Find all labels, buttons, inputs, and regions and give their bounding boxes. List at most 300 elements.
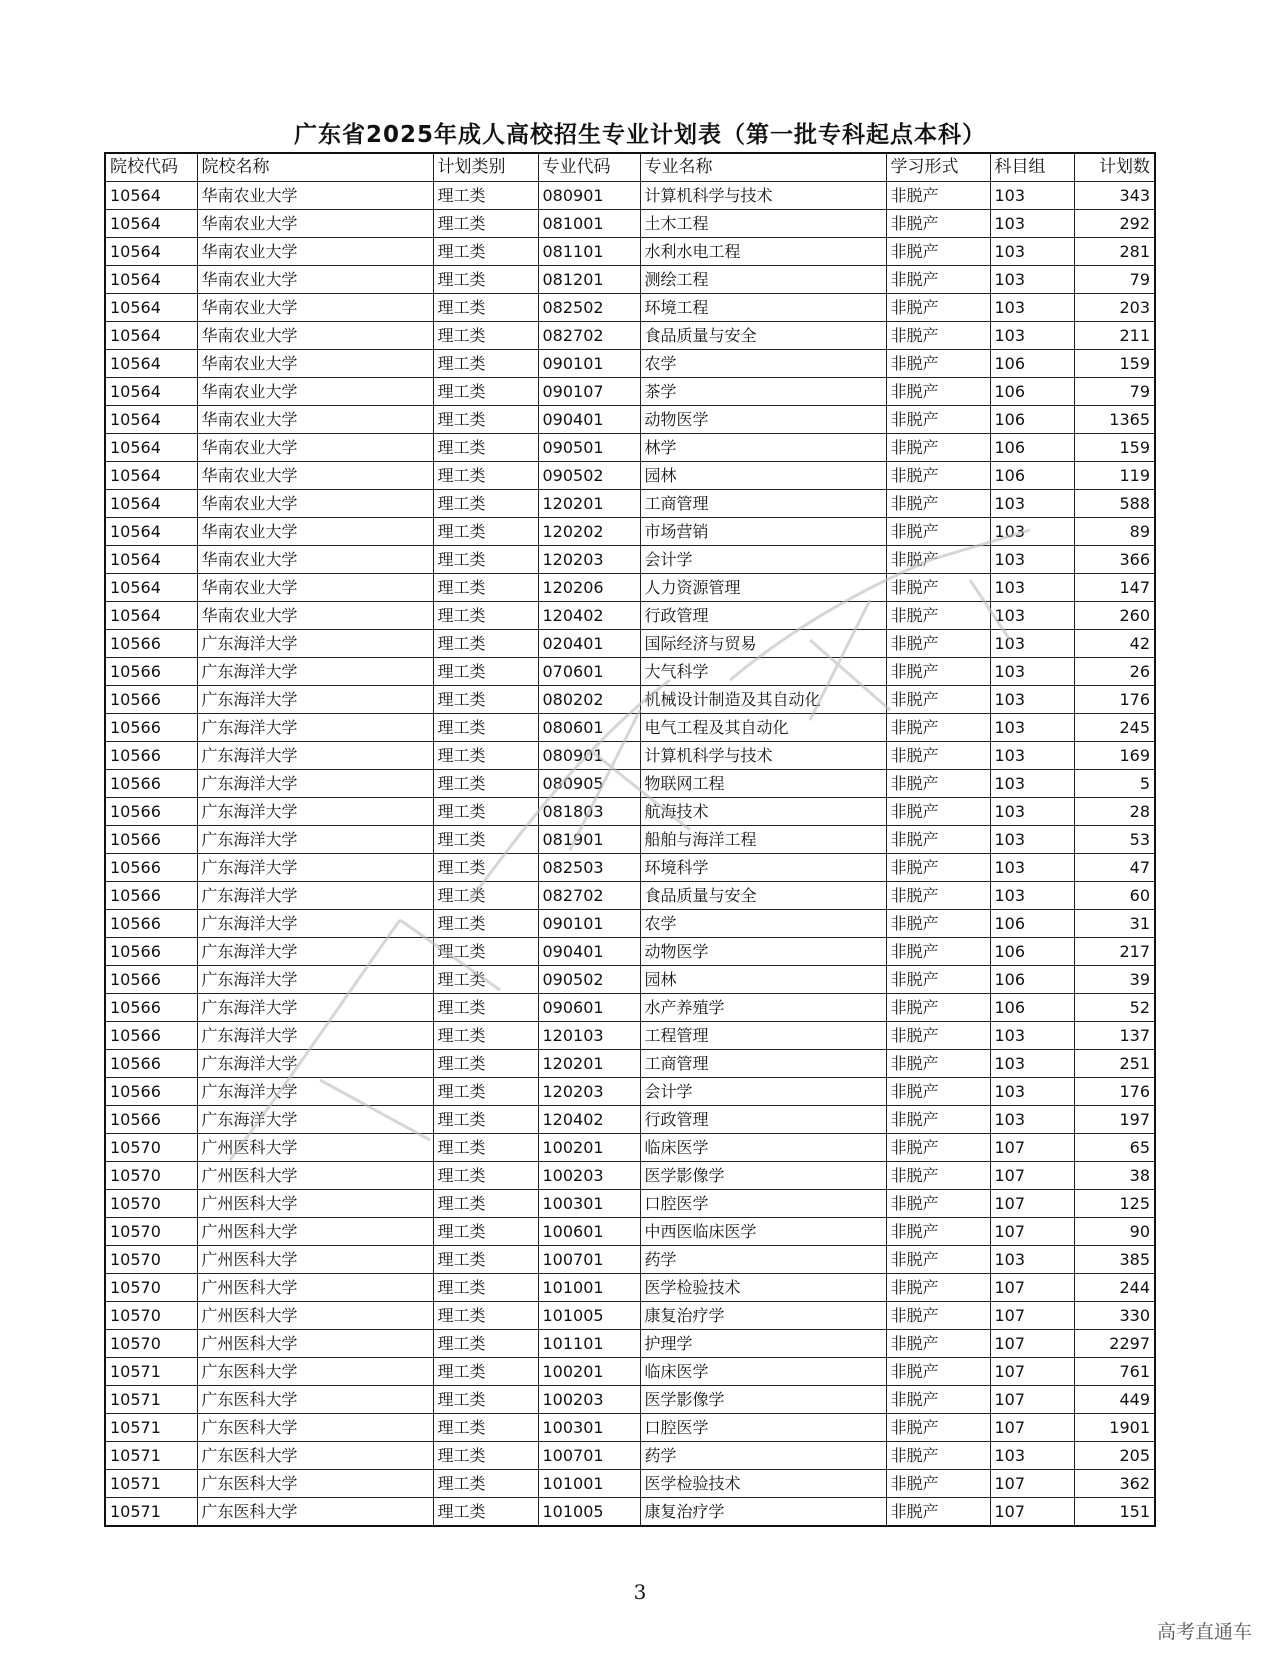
table-cell: 10564 — [105, 210, 197, 238]
table-cell: 行政管理 — [640, 602, 886, 630]
table-cell: 理工类 — [433, 658, 538, 686]
table-cell: 理工类 — [433, 966, 538, 994]
table-cell: 工商管理 — [640, 490, 886, 518]
table-row — [105, 1050, 1155, 1078]
table-cell: 广东海洋大学 — [197, 658, 433, 686]
table-cell: 10566 — [105, 770, 197, 798]
table-cell: 090501 — [538, 434, 640, 462]
table-cell: 120206 — [538, 574, 640, 602]
table-cell: 366 — [1074, 546, 1155, 574]
table-body — [105, 182, 1155, 1527]
table-cell: 非脱产 — [886, 1358, 990, 1386]
table-cell: 大气科学 — [640, 658, 886, 686]
table-cell: 非脱产 — [886, 1162, 990, 1190]
table-cell: 103 — [990, 574, 1074, 602]
table-cell: 华南农业大学 — [197, 294, 433, 322]
table-cell: 华南农业大学 — [197, 546, 433, 574]
table-cell: 广州医科大学 — [197, 1274, 433, 1302]
table-cell: 106 — [990, 378, 1074, 406]
table-row — [105, 1386, 1155, 1414]
table-cell: 10566 — [105, 1078, 197, 1106]
table-cell: 10566 — [105, 826, 197, 854]
table-cell: 计算机科学与技术 — [640, 182, 886, 210]
table-cell: 10571 — [105, 1498, 197, 1527]
table-cell: 090401 — [538, 406, 640, 434]
table-cell: 106 — [990, 350, 1074, 378]
table-cell: 非脱产 — [886, 602, 990, 630]
table-cell: 203 — [1074, 294, 1155, 322]
table-cell: 非脱产 — [886, 658, 990, 686]
table-cell: 211 — [1074, 322, 1155, 350]
plan-table — [104, 152, 1156, 1527]
table-cell: 120202 — [538, 518, 640, 546]
table-cell: 广东海洋大学 — [197, 686, 433, 714]
table-row — [105, 994, 1155, 1022]
table-cell: 广东医科大学 — [197, 1470, 433, 1498]
table-cell: 101005 — [538, 1302, 640, 1330]
table-cell: 非脱产 — [886, 1274, 990, 1302]
table-row — [105, 238, 1155, 266]
table-cell: 103 — [990, 1078, 1074, 1106]
table-cell: 食品质量与安全 — [640, 882, 886, 910]
table-cell: 广州医科大学 — [197, 1218, 433, 1246]
table-cell: 理工类 — [433, 770, 538, 798]
column-header: 学习形式 — [886, 153, 990, 182]
table-row — [105, 910, 1155, 938]
table-cell: 385 — [1074, 1246, 1155, 1274]
table-cell: 100701 — [538, 1246, 640, 1274]
table-cell: 10566 — [105, 1106, 197, 1134]
table-row — [105, 1218, 1155, 1246]
table-cell: 理工类 — [433, 546, 538, 574]
table-cell: 护理学 — [640, 1330, 886, 1358]
table-cell: 医学影像学 — [640, 1162, 886, 1190]
table-cell: 理工类 — [433, 490, 538, 518]
table-cell: 107 — [990, 1190, 1074, 1218]
table-row — [105, 770, 1155, 798]
table-cell: 非脱产 — [886, 546, 990, 574]
table-cell: 10564 — [105, 266, 197, 294]
table-cell: 588 — [1074, 490, 1155, 518]
table-cell: 103 — [990, 518, 1074, 546]
table-cell: 康复治疗学 — [640, 1302, 886, 1330]
table-cell: 理工类 — [433, 1358, 538, 1386]
table-cell: 非脱产 — [886, 210, 990, 238]
table-cell: 103 — [990, 602, 1074, 630]
table-row — [105, 1442, 1155, 1470]
table-cell: 090502 — [538, 462, 640, 490]
table-row — [105, 350, 1155, 378]
table-cell: 205 — [1074, 1442, 1155, 1470]
table-cell: 38 — [1074, 1162, 1155, 1190]
table-cell: 159 — [1074, 434, 1155, 462]
table-cell: 非脱产 — [886, 518, 990, 546]
table-cell: 药学 — [640, 1442, 886, 1470]
table-cell: 60 — [1074, 882, 1155, 910]
table-cell: 理工类 — [433, 854, 538, 882]
table-cell: 理工类 — [433, 686, 538, 714]
table-cell: 10571 — [105, 1386, 197, 1414]
table-cell: 口腔医学 — [640, 1414, 886, 1442]
table-cell: 103 — [990, 210, 1074, 238]
table-cell: 10566 — [105, 742, 197, 770]
table-cell: 理工类 — [433, 574, 538, 602]
table-cell: 090101 — [538, 350, 640, 378]
table-cell: 10566 — [105, 1022, 197, 1050]
table-row — [105, 518, 1155, 546]
table-cell: 船舶与海洋工程 — [640, 826, 886, 854]
table-cell: 医学影像学 — [640, 1386, 886, 1414]
table-cell: 电气工程及其自动化 — [640, 714, 886, 742]
table-cell: 10564 — [105, 238, 197, 266]
table-row — [105, 574, 1155, 602]
table-cell: 非脱产 — [886, 378, 990, 406]
table-cell: 非脱产 — [886, 910, 990, 938]
table-cell: 理工类 — [433, 238, 538, 266]
table-cell: 理工类 — [433, 910, 538, 938]
table-cell: 10564 — [105, 602, 197, 630]
table-cell: 临床医学 — [640, 1358, 886, 1386]
table-cell: 107 — [990, 1302, 1074, 1330]
table-row — [105, 938, 1155, 966]
table-cell: 理工类 — [433, 798, 538, 826]
table-cell: 103 — [990, 770, 1074, 798]
table-cell: 广东医科大学 — [197, 1498, 433, 1527]
table-cell: 10564 — [105, 406, 197, 434]
table-cell: 251 — [1074, 1050, 1155, 1078]
table-cell: 103 — [990, 322, 1074, 350]
table-cell: 理工类 — [433, 1246, 538, 1274]
table-cell: 广东海洋大学 — [197, 630, 433, 658]
table-cell: 华南农业大学 — [197, 350, 433, 378]
table-cell: 020401 — [538, 630, 640, 658]
table-cell: 120103 — [538, 1022, 640, 1050]
table-cell: 082502 — [538, 294, 640, 322]
table-cell: 169 — [1074, 742, 1155, 770]
table-cell: 广东海洋大学 — [197, 714, 433, 742]
table-cell: 广东医科大学 — [197, 1358, 433, 1386]
table-cell: 217 — [1074, 938, 1155, 966]
table-cell: 非脱产 — [886, 966, 990, 994]
table-cell: 39 — [1074, 966, 1155, 994]
table-cell: 120203 — [538, 1078, 640, 1106]
table-cell: 华南农业大学 — [197, 322, 433, 350]
table-cell: 非脱产 — [886, 1386, 990, 1414]
table-cell: 广州医科大学 — [197, 1134, 433, 1162]
table-cell: 90 — [1074, 1218, 1155, 1246]
table-row — [105, 1274, 1155, 1302]
table-cell: 华南农业大学 — [197, 574, 433, 602]
table-cell: 会计学 — [640, 1078, 886, 1106]
table-row — [105, 1078, 1155, 1106]
table-cell: 10570 — [105, 1162, 197, 1190]
table-cell: 非脱产 — [886, 1190, 990, 1218]
table-cell: 非脱产 — [886, 1414, 990, 1442]
table-cell: 非脱产 — [886, 1218, 990, 1246]
table-cell: 理工类 — [433, 1414, 538, 1442]
table-row — [105, 210, 1155, 238]
table-row — [105, 1498, 1155, 1527]
table-cell: 107 — [990, 1498, 1074, 1527]
table-cell: 159 — [1074, 350, 1155, 378]
table-cell: 广东海洋大学 — [197, 826, 433, 854]
table-cell: 非脱产 — [886, 714, 990, 742]
table-cell: 非脱产 — [886, 1302, 990, 1330]
table-cell: 100701 — [538, 1442, 640, 1470]
table-row — [105, 826, 1155, 854]
table-cell: 理工类 — [433, 518, 538, 546]
table-cell: 081901 — [538, 826, 640, 854]
table-cell: 100601 — [538, 1218, 640, 1246]
table-cell: 计算机科学与技术 — [640, 742, 886, 770]
table-cell: 理工类 — [433, 742, 538, 770]
table-cell: 非脱产 — [886, 1470, 990, 1498]
table-cell: 244 — [1074, 1274, 1155, 1302]
table-cell: 理工类 — [433, 1134, 538, 1162]
table-cell: 10570 — [105, 1190, 197, 1218]
table-row — [105, 602, 1155, 630]
table-cell: 非脱产 — [886, 1078, 990, 1106]
table-cell: 10566 — [105, 630, 197, 658]
table-cell: 医学检验技术 — [640, 1274, 886, 1302]
table-cell: 理工类 — [433, 434, 538, 462]
table-cell: 103 — [990, 490, 1074, 518]
table-cell: 物联网工程 — [640, 770, 886, 798]
table-cell: 航海技术 — [640, 798, 886, 826]
table-cell: 10566 — [105, 938, 197, 966]
table-cell: 10566 — [105, 658, 197, 686]
table-cell: 090101 — [538, 910, 640, 938]
table-cell: 197 — [1074, 1106, 1155, 1134]
table-cell: 理工类 — [433, 1386, 538, 1414]
table-cell: 广州医科大学 — [197, 1246, 433, 1274]
table-cell: 动物医学 — [640, 938, 886, 966]
table-cell: 广东医科大学 — [197, 1442, 433, 1470]
table-cell: 081803 — [538, 798, 640, 826]
table-cell: 理工类 — [433, 1218, 538, 1246]
table-cell: 市场营销 — [640, 518, 886, 546]
table-cell: 103 — [990, 266, 1074, 294]
table-cell: 华南农业大学 — [197, 490, 433, 518]
table-row — [105, 1358, 1155, 1386]
table-cell: 理工类 — [433, 630, 538, 658]
table-cell: 106 — [990, 434, 1074, 462]
table-cell: 广东海洋大学 — [197, 966, 433, 994]
table-cell: 103 — [990, 658, 1074, 686]
table-cell: 79 — [1074, 266, 1155, 294]
table-cell: 106 — [990, 966, 1074, 994]
table-cell: 10570 — [105, 1274, 197, 1302]
table-row — [105, 714, 1155, 742]
table-cell: 101001 — [538, 1274, 640, 1302]
table-row — [105, 182, 1155, 210]
table-cell: 广东海洋大学 — [197, 770, 433, 798]
table-row — [105, 1414, 1155, 1442]
table-cell: 10570 — [105, 1218, 197, 1246]
table-cell: 090601 — [538, 994, 640, 1022]
table-cell: 10571 — [105, 1470, 197, 1498]
table-cell: 10564 — [105, 462, 197, 490]
table-cell: 103 — [990, 1022, 1074, 1050]
table-cell: 非脱产 — [886, 434, 990, 462]
table-cell: 广东海洋大学 — [197, 1022, 433, 1050]
table-row — [105, 378, 1155, 406]
table-cell: 非脱产 — [886, 490, 990, 518]
column-header: 专业名称 — [640, 153, 886, 182]
column-header: 计划数 — [1074, 153, 1155, 182]
table-cell: 103 — [990, 294, 1074, 322]
table-cell: 非脱产 — [886, 798, 990, 826]
table-cell: 10564 — [105, 322, 197, 350]
table-cell: 理工类 — [433, 1022, 538, 1050]
table-cell: 理工类 — [433, 1162, 538, 1190]
table-cell: 理工类 — [433, 1442, 538, 1470]
table-cell: 281 — [1074, 238, 1155, 266]
table-cell: 107 — [990, 1274, 1074, 1302]
table-cell: 103 — [990, 1246, 1074, 1274]
table-cell: 理工类 — [433, 1470, 538, 1498]
table-cell: 广东医科大学 — [197, 1386, 433, 1414]
table-cell: 非脱产 — [886, 826, 990, 854]
table-cell: 65 — [1074, 1134, 1155, 1162]
table-cell: 广东海洋大学 — [197, 854, 433, 882]
table-cell: 理工类 — [433, 210, 538, 238]
table-cell: 080601 — [538, 714, 640, 742]
table-cell: 101101 — [538, 1330, 640, 1358]
table-cell: 343 — [1074, 182, 1155, 210]
table-cell: 119 — [1074, 462, 1155, 490]
table-cell: 动物医学 — [640, 406, 886, 434]
table-cell: 理工类 — [433, 1106, 538, 1134]
table-cell: 107 — [990, 1386, 1074, 1414]
table-cell: 广东医科大学 — [197, 1414, 433, 1442]
table-cell: 103 — [990, 630, 1074, 658]
table-cell: 10566 — [105, 798, 197, 826]
table-cell: 120201 — [538, 1050, 640, 1078]
table-cell: 176 — [1074, 686, 1155, 714]
table-cell: 非脱产 — [886, 1498, 990, 1527]
table-cell: 106 — [990, 462, 1074, 490]
table-cell: 理工类 — [433, 1190, 538, 1218]
table-cell: 广州医科大学 — [197, 1302, 433, 1330]
table-cell: 行政管理 — [640, 1106, 886, 1134]
table-cell: 10570 — [105, 1246, 197, 1274]
table-cell: 非脱产 — [886, 938, 990, 966]
table-cell: 125 — [1074, 1190, 1155, 1218]
table-cell: 245 — [1074, 714, 1155, 742]
table-cell: 理工类 — [433, 602, 538, 630]
table-cell: 非脱产 — [886, 630, 990, 658]
page-title: 广东省2025年成人高校招生专业计划表（第一批专科起点本科） — [293, 122, 986, 148]
table-cell: 292 — [1074, 210, 1155, 238]
table-cell: 理工类 — [433, 378, 538, 406]
table-cell: 10564 — [105, 378, 197, 406]
table-cell: 非脱产 — [886, 742, 990, 770]
table-cell: 环境科学 — [640, 854, 886, 882]
table-cell: 理工类 — [433, 938, 538, 966]
table-cell: 非脱产 — [886, 1050, 990, 1078]
table-cell: 非脱产 — [886, 574, 990, 602]
column-header: 院校代码 — [105, 153, 197, 182]
table-cell: 100301 — [538, 1414, 640, 1442]
table-cell: 53 — [1074, 826, 1155, 854]
table-cell: 090502 — [538, 966, 640, 994]
table-cell: 082702 — [538, 882, 640, 910]
table-cell: 理工类 — [433, 350, 538, 378]
table-cell: 华南农业大学 — [197, 518, 433, 546]
table-cell: 52 — [1074, 994, 1155, 1022]
table-cell: 103 — [990, 742, 1074, 770]
table-cell: 103 — [990, 826, 1074, 854]
brand-label: 高考直通车 — [1156, 1621, 1252, 1643]
table-cell: 理工类 — [433, 1302, 538, 1330]
table-cell: 100203 — [538, 1386, 640, 1414]
table-cell: 茶学 — [640, 378, 886, 406]
table-cell: 100201 — [538, 1134, 640, 1162]
table-cell: 10564 — [105, 518, 197, 546]
table-row — [105, 630, 1155, 658]
table-cell: 761 — [1074, 1358, 1155, 1386]
table-cell: 103 — [990, 1442, 1074, 1470]
table-row — [105, 322, 1155, 350]
table-cell: 106 — [990, 938, 1074, 966]
table-cell: 120402 — [538, 602, 640, 630]
table-cell: 口腔医学 — [640, 1190, 886, 1218]
table-cell: 10566 — [105, 686, 197, 714]
table-cell: 非脱产 — [886, 266, 990, 294]
table-cell: 260 — [1074, 602, 1155, 630]
table-row — [105, 294, 1155, 322]
table-row — [105, 1302, 1155, 1330]
table-cell: 康复治疗学 — [640, 1498, 886, 1527]
table-cell: 工程管理 — [640, 1022, 886, 1050]
table-cell: 理工类 — [433, 994, 538, 1022]
table-cell: 10570 — [105, 1302, 197, 1330]
table-cell: 非脱产 — [886, 686, 990, 714]
table-cell: 080202 — [538, 686, 640, 714]
table-row — [105, 1106, 1155, 1134]
table-row — [105, 1330, 1155, 1358]
table-cell: 10564 — [105, 182, 197, 210]
table-cell: 理工类 — [433, 826, 538, 854]
table-cell: 330 — [1074, 1302, 1155, 1330]
table-cell: 080901 — [538, 742, 640, 770]
table-cell: 10571 — [105, 1442, 197, 1470]
table-row — [105, 1134, 1155, 1162]
table-cell: 10566 — [105, 714, 197, 742]
table-cell: 10566 — [105, 994, 197, 1022]
table-row — [105, 266, 1155, 294]
table-cell: 47 — [1074, 854, 1155, 882]
table-cell: 1901 — [1074, 1414, 1155, 1442]
table-cell: 107 — [990, 1218, 1074, 1246]
table-cell: 理工类 — [433, 294, 538, 322]
table-cell: 26 — [1074, 658, 1155, 686]
table-cell: 10566 — [105, 966, 197, 994]
table-cell: 广东海洋大学 — [197, 910, 433, 938]
table-cell: 非脱产 — [886, 462, 990, 490]
column-header: 科目组 — [990, 153, 1074, 182]
table-cell: 5 — [1074, 770, 1155, 798]
table-cell: 非脱产 — [886, 294, 990, 322]
table-cell: 理工类 — [433, 714, 538, 742]
table-cell: 园林 — [640, 966, 886, 994]
table-cell: 人力资源管理 — [640, 574, 886, 602]
table-cell: 理工类 — [433, 406, 538, 434]
table-cell: 107 — [990, 1330, 1074, 1358]
table-cell: 非脱产 — [886, 350, 990, 378]
table-cell: 非脱产 — [886, 994, 990, 1022]
